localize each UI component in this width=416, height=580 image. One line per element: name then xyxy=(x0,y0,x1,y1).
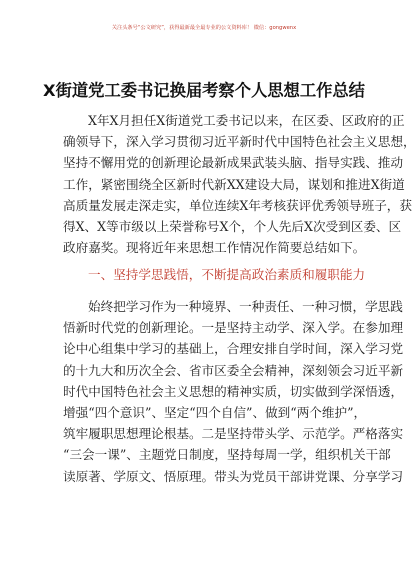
paragraph-line: 筑牢履职思想理论根基。二是坚持带头学、示范学。严格落实 xyxy=(63,426,404,442)
paragraph-line: 论中心组集中学习的基础上，合理安排自学时间，深入学习党 xyxy=(63,341,404,357)
paragraph-line: 时代中国特色社会主义思想的精神实质，切实做到学深悟透， xyxy=(63,383,404,399)
document-title: X街道党工委书记换届考察个人思想工作总结 xyxy=(43,81,365,100)
paragraph-line: 确领导下，深入学习贯彻习近平新时代中国特色社会主义思想， xyxy=(63,134,416,150)
paragraph-line: 政府嘉奖。现将近年来思想工作情况作简要总结如下。 xyxy=(63,240,366,256)
section-heading: 一、坚持学思践悟，不断提高政治素质和履职能力 xyxy=(88,267,366,282)
paragraph-line: X年X月担任X街道党工委书记以来，在区委、区政府的正 xyxy=(88,113,405,128)
paragraph-line: 的十九大和历次全会、省市区委全会精神，深刻领会习近平新 xyxy=(63,362,404,378)
paragraph-line: 坚持不懈用党的创新理论最新成果武装头脑、指导实践、推动 xyxy=(63,155,404,171)
paragraph-line: 工作，紧密围绕全区新时代新XX建设大局，谋划和推进X街道 xyxy=(63,176,405,192)
paragraph-line: 悟新时代党的创新理论。一是坚持主动学、深入学。在参加理 xyxy=(63,320,404,336)
paragraph-line: 高质量发展走深走实，单位连续X年考核获评优秀领导班子，获 xyxy=(63,197,412,213)
paragraph-line: “三会一课”、主题党日制度，坚持每周一学，组织机关干部 xyxy=(63,447,391,463)
intro-paragraph xyxy=(63,110,416,258)
paragraph-line: 读原著、学原文、悟原理。带头为党员干部讲党课、分享学习 xyxy=(63,468,404,484)
paragraph-line: 增强“四个意识”、坚定“四个自信”、做到“两个维护”， xyxy=(63,404,367,420)
paragraph-line: 始终把学习作为一种境界、一种责任、一种习惯，学思践 xyxy=(88,299,403,314)
section-paragraph xyxy=(63,296,404,487)
header-banner: 关注头条号“公文研究”，获得最新最全最专业的公文资料库！ 微信：gongwenx xyxy=(111,25,297,31)
paragraph-line: 得X、X等市级以上荣誉称号X个，个人先后X次受到区委、区 xyxy=(63,218,402,234)
